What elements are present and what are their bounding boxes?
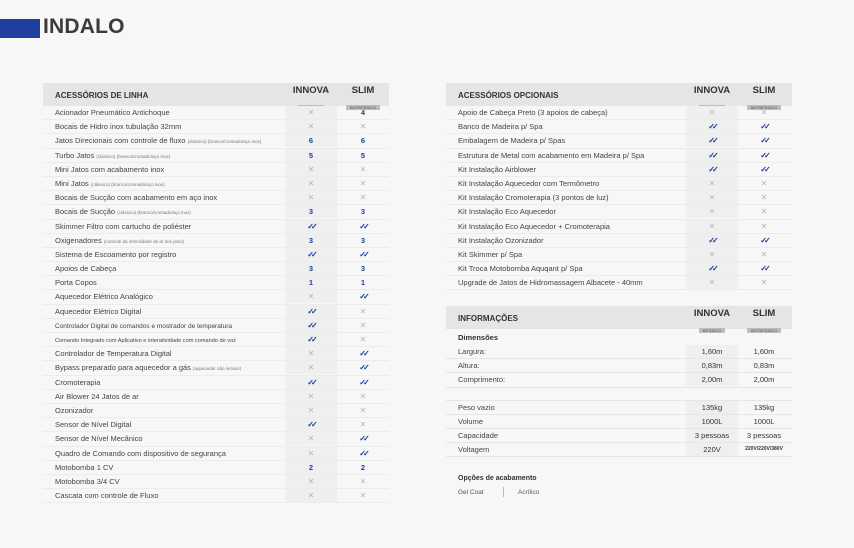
slim-value: 0,83m: [753, 361, 775, 371]
row-label-text: Kit Instalação Airblower: [458, 164, 536, 174]
row-label-text: Mini Jatos com acabamento inox: [55, 164, 165, 174]
row-label-text: Cromoterapia: [55, 377, 101, 387]
row-label-text: Motobomba 3/4 CV: [55, 476, 120, 486]
not-included-icon: ✕: [359, 122, 367, 132]
row-label-text: Banco de Madeira p/ Spa: [458, 122, 543, 132]
row-label-text: Kit Instalação Eco Aquecedor + Cromoterapia: [458, 221, 610, 231]
row-label: [458, 179, 599, 188]
row-label: [55, 236, 184, 245]
row-label-text: Turbo Jatos: [55, 150, 95, 160]
col-slim-name: SLIM: [752, 308, 776, 319]
included-check-icon: ✓✓: [285, 248, 337, 261]
slim-value: 1000L: [753, 416, 775, 426]
row-label: [55, 363, 241, 372]
not-included-icon: ✕: [686, 248, 738, 261]
table-row: [43, 432, 389, 446]
table-row: [43, 134, 389, 148]
row-label-text: Porta Copos: [55, 278, 97, 288]
not-included-icon: ✕: [285, 475, 337, 488]
included-check-icon: ✓✓: [285, 220, 337, 233]
included-check-icon: ✓✓: [760, 136, 768, 146]
row-label: [55, 392, 139, 401]
row-label-text: Aquecedor Elétrico Digital: [55, 306, 142, 316]
not-included-icon: ✕: [285, 361, 337, 374]
info-label: Altura:: [458, 361, 480, 371]
included-check-icon: ✓✓: [359, 377, 367, 387]
row-label-text: Jatos Direcionais com controle de fluxo: [55, 136, 186, 146]
table-row: [43, 390, 389, 404]
row-label-text: Kit Instalação Ozonizador: [458, 235, 544, 245]
row-label: [458, 278, 643, 287]
not-included-icon: ✕: [686, 177, 738, 190]
row-label-text: Sistema de Escoamento por registro: [55, 249, 177, 259]
section-gap: [446, 388, 792, 401]
quantity-value: 3: [285, 262, 337, 275]
not-included-icon: ✕: [760, 249, 768, 259]
finish-section: [446, 457, 792, 497]
table-row: [43, 106, 389, 120]
row-label: [55, 151, 170, 160]
row-label-text: Acionador Pneumático Antichoque: [55, 108, 170, 117]
table-row: [43, 447, 389, 461]
brand-bar: [0, 19, 40, 38]
not-included-icon: ✕: [760, 178, 768, 188]
row-label-text: Oxigenadores: [55, 235, 102, 245]
not-included-icon: ✕: [285, 447, 337, 460]
slim-value: 220V/220V/380V: [745, 446, 783, 453]
table-header: [43, 83, 389, 110]
row-label: [55, 307, 141, 316]
not-included-icon: ✕: [285, 163, 337, 176]
slim-value: 3 pessoas: [746, 430, 782, 440]
included-check-icon: ✓✓: [285, 319, 337, 332]
quantity-value: 3: [285, 234, 337, 247]
included-check-icon: ✓✓: [686, 163, 738, 176]
row-label-text: Kit Instalação Cromoterapia (3 pontos de luz): [458, 193, 609, 203]
not-included-icon: ✕: [760, 221, 768, 231]
info-label: Capacidade: [458, 430, 499, 440]
included-check-icon: ✓✓: [686, 149, 738, 162]
row-label-text: Bypass preparado para aquecedor a gás: [55, 363, 191, 373]
row-label-text: Sensor de Nível Digital: [55, 420, 132, 430]
row-label: [458, 222, 610, 231]
row-label-text: Kit Skimmer p/ Spa: [458, 249, 523, 259]
finish-option-gel-coat: Gel Coat: [458, 489, 484, 497]
included-check-icon: ✓✓: [359, 434, 367, 444]
table-acessorios-linha: [43, 83, 389, 503]
row-label: [458, 151, 644, 160]
row-label-text: Upgrade de Jatos de Hidromassagem Albacete - 40mm: [458, 278, 643, 288]
not-included-icon: ✕: [285, 404, 337, 417]
table-row: [446, 205, 792, 219]
col-slim-sub: BI/TRIFÁSICO: [747, 105, 781, 110]
row-label: [55, 292, 153, 301]
included-check-icon: ✓✓: [359, 221, 367, 231]
row-label-text: Sensor de Nível Mecânico: [55, 434, 143, 444]
row-label: [55, 222, 191, 231]
finish-option-acrilico: Acrílico: [518, 489, 540, 497]
quantity-value: 3: [360, 235, 366, 245]
table-row: [43, 305, 389, 319]
table-row: [446, 149, 792, 163]
row-label: [458, 122, 543, 131]
row-label-text: Air Blower 24 Jatos de ar: [55, 391, 139, 401]
table-row: [43, 475, 389, 489]
finish-divider: [503, 487, 504, 497]
col-innova-sub: BIFÁSICO: [699, 328, 726, 333]
not-included-icon: ✕: [285, 120, 337, 133]
table-row: [43, 319, 389, 333]
dimensions-list: [446, 345, 792, 388]
table-row: [43, 120, 389, 134]
not-included-icon: ✕: [760, 108, 768, 117]
row-label: [458, 236, 543, 245]
included-check-icon: ✓✓: [760, 264, 768, 274]
included-check-icon: ✓✓: [760, 164, 768, 174]
table-row: [43, 177, 389, 191]
quantity-value: 1: [285, 276, 337, 289]
table-row: [446, 262, 792, 276]
table-row: [446, 220, 792, 234]
not-included-icon: ✕: [359, 405, 367, 415]
row-label: [55, 179, 165, 188]
row-label: [55, 477, 120, 486]
row-label: [55, 335, 236, 344]
not-included-icon: ✕: [686, 106, 738, 119]
row-label-text: Aquecedor Elétrico Analógico: [55, 292, 153, 302]
row-label-note: (clássico) (branco/cromado/aço inox): [117, 210, 191, 216]
table-row: [43, 220, 389, 234]
not-included-icon: ✕: [359, 320, 367, 330]
row-label: [458, 250, 522, 259]
row-label-text: Embalagem de Madeira p/ Spas: [458, 136, 566, 146]
table-row: [43, 149, 389, 163]
not-included-icon: ✕: [359, 491, 367, 501]
row-label-note: (clássico) (branco/cromado/aço inox): [96, 153, 171, 159]
info-row: [446, 443, 792, 457]
included-check-icon: ✓✓: [285, 376, 337, 389]
table-row: [43, 163, 389, 177]
row-label-text: Controlador de Temperatura Digital: [55, 349, 172, 359]
not-included-icon: ✕: [359, 193, 367, 203]
row-label-text: Kit Instalação Aquecedor com Termômetro: [458, 178, 600, 188]
included-check-icon: ✓✓: [760, 150, 768, 160]
included-check-icon: ✓✓: [359, 249, 367, 259]
quantity-value: 6: [285, 134, 337, 147]
row-label: [55, 321, 232, 330]
slim-value: 135kg: [753, 402, 775, 412]
quantity-value: 3: [360, 264, 366, 274]
row-label: [55, 108, 170, 117]
not-included-icon: ✕: [760, 278, 768, 288]
row-label-text: Controlador Digital de comandos e mostrador de temperatura: [55, 322, 233, 330]
not-included-icon: ✕: [285, 432, 337, 445]
row-label: [55, 165, 164, 174]
col-slim-name: SLIM: [351, 85, 375, 96]
innova-value: 135kg: [686, 401, 738, 414]
quantity-value: 6: [360, 136, 366, 146]
col-slim-sub: BI/TRIFÁSICO: [346, 105, 380, 110]
row-label-text: Bocais de Sucção com acabamento em aço inox: [55, 193, 218, 203]
not-included-icon: ✕: [359, 164, 367, 174]
included-check-icon: ✓✓: [359, 349, 367, 359]
row-label-text: Mini Jatos: [55, 178, 89, 188]
table-row: [446, 276, 792, 290]
quantity-value: 2: [360, 462, 366, 472]
included-check-icon: ✓✓: [686, 120, 738, 133]
included-check-icon: ✓✓: [285, 418, 337, 431]
not-included-icon: ✕: [760, 193, 768, 203]
not-included-icon: ✕: [285, 347, 337, 360]
row-label-text: Kit Troca Motobomba Aquqant p/ Spa: [458, 264, 583, 274]
row-label: [55, 491, 158, 500]
innova-value: 2,00m: [686, 373, 738, 386]
table-row: [43, 333, 389, 347]
row-label: [55, 207, 191, 216]
included-check-icon: ✓✓: [760, 122, 768, 132]
row-label: [55, 463, 113, 472]
table-row: [446, 234, 792, 248]
table-row: [446, 191, 792, 205]
not-included-icon: ✕: [359, 335, 367, 344]
row-label: [55, 264, 116, 273]
col-innova-name: INNOVA: [693, 308, 731, 319]
info-label: Peso vazio: [458, 402, 495, 412]
not-included-icon: ✕: [686, 276, 738, 289]
table-body: [43, 106, 389, 503]
not-included-icon: ✕: [686, 191, 738, 204]
included-check-icon: ✓✓: [359, 363, 367, 373]
table-row: [43, 234, 389, 248]
included-check-icon: ✓✓: [359, 448, 367, 458]
dimensions-heading: Dimensões: [458, 333, 499, 342]
included-check-icon: ✓✓: [760, 235, 768, 245]
slim-value: 1,60m: [753, 347, 775, 356]
row-label: [55, 420, 131, 429]
table-row: [446, 134, 792, 148]
col-innova-name: INNOVA: [693, 85, 731, 96]
included-check-icon: ✓✓: [285, 305, 337, 318]
innova-value: 0,83m: [686, 359, 738, 372]
not-included-icon: ✕: [359, 306, 367, 316]
slim-value: 2,00m: [753, 375, 775, 385]
info-label: Largura:: [458, 347, 486, 356]
row-label-text: Bocais de Hidro inox tubulação 32mm: [55, 122, 182, 132]
not-included-icon: ✕: [285, 191, 337, 204]
not-included-icon: ✕: [285, 489, 337, 502]
info-row: [446, 345, 792, 359]
table-row: [43, 376, 389, 390]
quantity-value: 3: [360, 207, 366, 217]
table-title: INFORMAÇÕES: [458, 314, 518, 323]
quantity-value: 3: [285, 205, 337, 218]
table-acessorios-opcionais: [446, 83, 792, 290]
info-row: [446, 359, 792, 373]
table-row: [43, 290, 389, 304]
row-label-text: Cascata com controle de Fluxo: [55, 491, 159, 501]
row-label-note: (controle da intensidade de ar dos jatos): [103, 238, 185, 244]
row-label: [55, 278, 97, 287]
not-included-icon: ✕: [686, 220, 738, 233]
table-row: [43, 361, 389, 375]
quantity-value: 1: [360, 278, 366, 288]
row-label-text: Comando Integrado com Aplicativo e interatividade com comando de voz: [55, 338, 236, 344]
row-label: [458, 108, 608, 117]
table-row: [43, 248, 389, 262]
not-included-icon: ✕: [760, 207, 768, 217]
row-label: [458, 264, 583, 273]
info-label: Voltagem: [458, 445, 490, 455]
included-check-icon: ✓✓: [686, 134, 738, 147]
not-included-icon: ✕: [359, 420, 367, 430]
row-label-text: Estrutura de Metal com acabamento em Madeira p/ Spa: [458, 150, 645, 160]
col-slim-name: SLIM: [752, 85, 776, 96]
table-header: [446, 306, 792, 333]
col-slim-sub: BI/TRIFÁSICO: [747, 328, 781, 333]
not-included-icon: ✕: [285, 177, 337, 190]
table-row: [446, 120, 792, 134]
table-title: ACESSÓRIOS DE LINHA: [55, 91, 149, 100]
row-label: [55, 136, 261, 145]
quantity-value: 4: [360, 108, 366, 117]
table-row: [43, 191, 389, 205]
included-check-icon: ✓✓: [359, 292, 367, 302]
row-label: [55, 378, 100, 387]
not-included-icon: ✕: [359, 391, 367, 401]
row-label: [55, 250, 176, 259]
row-label-note: (clássico) (branco/cromado/aço inox): [187, 139, 262, 145]
table-body: [446, 106, 792, 290]
not-included-icon: ✕: [285, 290, 337, 303]
table-row: [43, 418, 389, 432]
info-row: [446, 429, 792, 443]
table-informacoes: [446, 306, 792, 497]
not-included-icon: ✕: [285, 390, 337, 403]
row-label-text: Motobomba 1 CV: [55, 462, 114, 472]
quantity-value: 5: [360, 150, 366, 160]
row-label-text: Skimmer Filtro com cartucho de poliéster: [55, 221, 192, 231]
row-label-text: Kit Instalação Eco Aquecedor: [458, 207, 556, 217]
table-row: [446, 248, 792, 262]
row-label-text: Quadro de Comando com dispositivo de segurança: [55, 448, 226, 458]
quantity-value: 2: [285, 461, 337, 474]
table-row: [446, 163, 792, 177]
table-title: ACESSÓRIOS OPCIONAIS: [458, 91, 559, 100]
not-included-icon: ✕: [686, 205, 738, 218]
row-label: [55, 193, 217, 202]
row-label: [458, 165, 536, 174]
table-row: [446, 106, 792, 120]
row-label-text: Ozonizador: [55, 405, 94, 415]
dimensions-heading-row: [446, 329, 792, 345]
finish-heading: Opções de acabamento: [458, 475, 537, 483]
row-label-note: (aquecedor não incluso): [193, 366, 242, 372]
innova-value: 1000L: [686, 415, 738, 428]
table-row: [446, 177, 792, 191]
row-label: [458, 193, 609, 202]
row-label: [55, 349, 172, 358]
not-included-icon: ✕: [359, 476, 367, 486]
table-row: [43, 262, 389, 276]
not-included-icon: ✕: [285, 106, 337, 119]
table-header: [446, 83, 792, 110]
specs-list: [446, 401, 792, 458]
table-row: [43, 489, 389, 503]
info-label: Comprimento:: [458, 375, 506, 385]
brand-title: INDALO: [43, 15, 125, 38]
col-innova-name: INNOVA: [292, 85, 330, 96]
included-check-icon: ✓✓: [686, 234, 738, 247]
not-included-icon: ✕: [359, 178, 367, 188]
row-label: [55, 122, 181, 131]
quantity-value: 5: [285, 149, 337, 162]
row-label-text: Apoio de Cabeça Preto (3 apoios de cabeça): [458, 108, 608, 117]
info-row: [446, 401, 792, 415]
row-label: [55, 406, 93, 415]
info-label: Volume: [458, 416, 484, 426]
info-row: [446, 373, 792, 387]
row-label: [458, 136, 565, 145]
innova-value: 220V: [686, 443, 738, 456]
table-row: [43, 276, 389, 290]
info-row: [446, 415, 792, 429]
row-label: [55, 449, 226, 458]
innova-value: 1,60m: [686, 345, 738, 358]
row-label: [55, 434, 143, 443]
row-label: [458, 207, 556, 216]
innova-value: 3 pessoas: [686, 429, 738, 442]
table-row: [43, 404, 389, 418]
included-check-icon: ✓✓: [686, 262, 738, 275]
row-label-text: Apoios de Cabeça: [55, 264, 117, 274]
row-label-text: Bocais de Sucção: [55, 207, 116, 217]
included-check-icon: ✓✓: [285, 333, 337, 346]
table-row: [43, 347, 389, 361]
table-row: [43, 461, 389, 475]
row-label-note: (clássico) (branco/cromado/aço inox): [90, 181, 165, 187]
table-row: [43, 205, 389, 219]
